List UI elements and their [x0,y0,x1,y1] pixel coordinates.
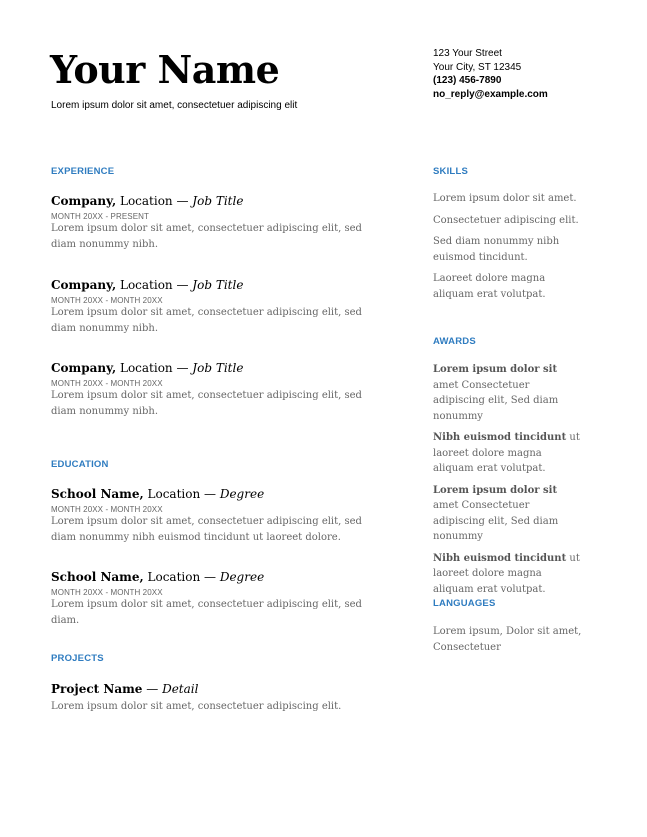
award-item [433,483,583,545]
award-text: amet Consectetuer adipiscing elit, Sed diam nonummy [433,500,559,542]
skill-item: Sed diam nonummy nibh euismod tincidunt. [433,236,560,263]
entry-description: Lorem ipsum dolor sit amet, consectetuer adipiscing elit, sed diam nonummy nibh. [51,390,362,417]
entry-degree: Degree [219,487,265,501]
entry-company: Company, [51,278,117,292]
contact-phone: (123) 456-7890 [433,75,502,87]
project-name: Project Name [51,682,143,696]
entry-company: Company, [51,361,117,375]
experience-heading: EXPERIENCE [51,166,115,177]
award-title: Lorem ipsum dolor sit [433,364,558,375]
entry-degree: Degree [219,570,265,584]
award-title: Lorem ipsum dolor sit [433,484,558,496]
entry-title [51,360,381,376]
awards-list [433,362,583,603]
entry-location: Location — [116,194,193,208]
entry-date: MONTH 20XX - MONTH 20XX [51,296,163,305]
award-title: Nibh euismod tincidunt [433,552,567,564]
awards-heading: AWARDS [433,336,476,347]
entry-description: Lorem ipsum dolor sit amet, consectetuer adipiscing elit, sed diam nonummy nibh. [51,223,362,250]
resume-tagline: Lorem ipsum dolor sit amet, consectetuer adipiscing elit [51,100,298,111]
award-text: ut laoreet dolore magna aliquam erat volutpat. [433,552,580,595]
award-item [433,551,583,598]
skills-heading: SKILLS [433,166,468,177]
education-entry [51,569,381,628]
entry-school: School Name, [51,487,144,501]
skill-item: Lorem ipsum dolor sit amet. [433,193,577,204]
resume-name: Your Name [50,47,280,92]
entry-location: Location — [116,361,193,375]
entry-title [51,486,381,502]
entry-description: Lorem ipsum dolor sit amet, consectetuer adipiscing elit, sed diam nonummy nibh. [51,307,362,334]
contact-email: no_reply@example.com [433,88,548,100]
languages-heading: LANGUAGES [433,598,496,609]
skills-list [433,191,583,308]
entry-title [51,569,381,585]
award-text: amet Consectetuer adipiscing elit, Sed diam nonummy [433,379,559,422]
entry-location: Location — [143,570,220,584]
skill-item: Laoreet dolore magna aliquam erat volutpat. [433,273,546,300]
skill-item: Consectetuer adipiscing elit. [433,214,579,226]
entry-description: Lorem ipsum dolor sit amet, consectetuer adipiscing elit, sed diam. [51,599,362,626]
project-separator: — [142,682,163,696]
entry-job-title: Job Title [192,361,244,375]
entry-school: School Name, [51,570,144,584]
award-item [433,362,583,424]
entry-date: MONTH 20XX - MONTH 20XX [51,588,163,597]
entry-title [51,277,381,293]
project-entry [51,681,381,715]
languages-text: Lorem ipsum, Dolor sit amet, Consectetuer [433,626,582,653]
project-detail: Detail [162,682,199,696]
entry-date: MONTH 20XX - PRESENT [51,212,150,221]
entry-description: Lorem ipsum dolor sit amet, consectetuer adipiscing elit. [51,701,342,712]
entry-title [51,193,381,209]
education-entry [51,486,381,545]
entry-location: Location — [116,278,193,292]
entry-date: MONTH 20XX - MONTH 20XX [51,379,163,388]
contact-street: 123 Your Street [433,48,502,59]
entry-title [51,681,381,697]
experience-entry [51,193,381,252]
entry-date: MONTH 20XX - MONTH 20XX [51,505,163,514]
contact-block [433,47,548,101]
entry-location: Location — [143,487,220,501]
entry-job-title: Job Title [192,278,244,292]
experience-entry [51,360,381,419]
experience-entry [51,277,381,336]
projects-heading: PROJECTS [51,653,104,664]
award-text: ut laoreet dolore magna aliquam erat volutpat. [433,432,580,474]
contact-city: Your City, ST 12345 [433,61,522,73]
entry-job-title: Job Title [192,194,244,208]
entry-description: Lorem ipsum dolor sit amet, consectetuer adipiscing elit, sed diam nonummy nibh euismod tincidunt ut laoreet dolore. [51,516,362,543]
award-title: Nibh euismod tincidunt [433,432,567,443]
award-item [433,430,583,477]
entry-company: Company, [51,194,117,208]
education-heading: EDUCATION [51,459,109,470]
